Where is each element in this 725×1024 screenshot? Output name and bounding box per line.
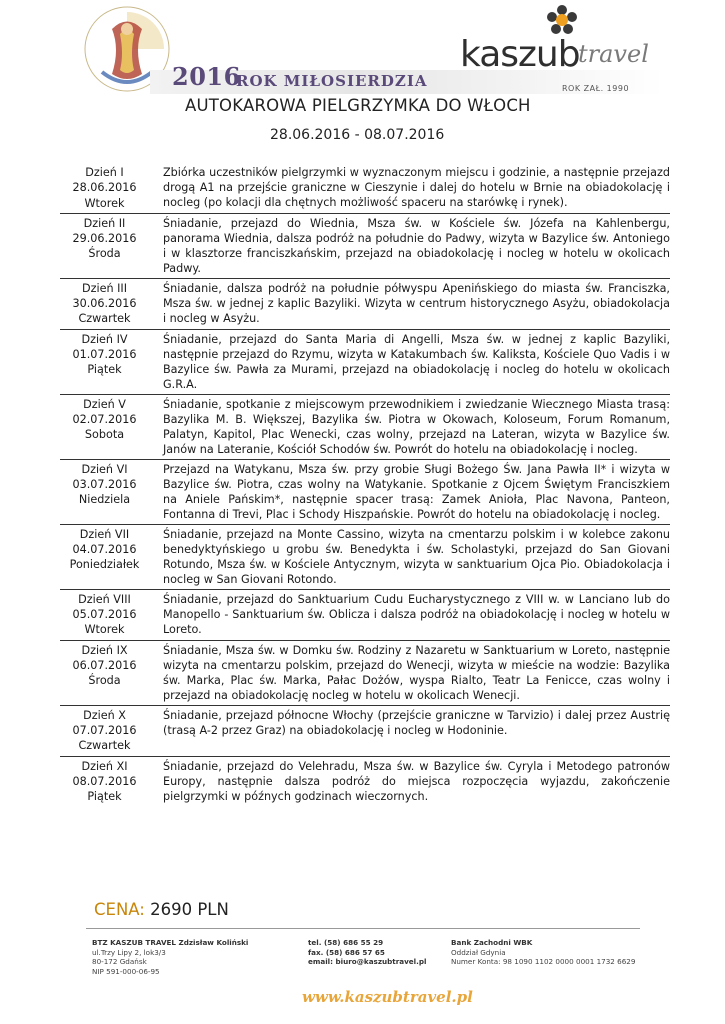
footer-company-info (92, 938, 248, 976)
footer-address-line1: ul.Trzy Lipy 2, lok3/3 (92, 947, 166, 957)
day-description: Śniadanie, Msza św. w Domku św. Rodziny z Nazaretu w Sanktuarium w Loreto, następnie wizyta na cmentarzu polskim, przejazd do Wenecji, wizyta w mieście na wodzie: Bazylika św. Marka, Plac św. Marka, Pałac Dożów, wyspa Rialto, Teatr La Fenicce, czas wolny i przejazd na obiadokolację nocleg w hotelu w okolicach Wenecji. (163, 643, 670, 702)
day-weekday: Czwartek (78, 312, 131, 326)
day-date: 28.06.2016 (72, 181, 137, 195)
day-date: 02.07.2016 (72, 413, 137, 427)
itinerary-row (60, 640, 670, 705)
day-cell (60, 213, 151, 278)
itinerary-row (60, 278, 670, 329)
day-cell (60, 329, 151, 394)
itinerary-row (60, 329, 670, 394)
day-weekday: Piątek (87, 363, 122, 377)
day-day: Dzień III (81, 281, 128, 295)
itinerary-row (60, 213, 670, 278)
day-cell (60, 589, 151, 640)
day-day: Dzień IX (81, 643, 128, 657)
company-logo-travel: travel (578, 40, 649, 68)
itinerary-row (60, 524, 670, 589)
year-label: 2016 (172, 62, 241, 91)
day-description: Śniadanie, dalsza podróż na południe półwyspu Apenińskiego do miasta św. Franciszka, Msza św. w jednej z kaplic Bazyliki. Wizyta w centrum historycznego Asyżu, obiadokolacja i nocleg w Asyżu. (163, 281, 670, 325)
footer-nip: NIP 591-000-06-95 (92, 966, 160, 976)
day-day: Dzień VIII (78, 592, 131, 606)
website-link[interactable]: www.kaszubtravel.pl (302, 988, 473, 1006)
day-cell (60, 163, 151, 213)
day-cell (60, 459, 151, 524)
day-day: Dzień VI (81, 462, 128, 476)
day-weekday: Środa (88, 674, 121, 688)
day-cell (60, 394, 151, 459)
itinerary-row (60, 459, 670, 524)
day-date: 05.07.2016 (72, 608, 137, 622)
day-date: 01.07.2016 (72, 348, 137, 362)
day-description: Śniadanie, przejazd do Velehradu, Msza św. w Bazylice św. Cyryla i Metodego patronów Europy, następnie dalsza podróż do miejsca rozpoczęcia wyjazdu, zakończenie pielgrzymki w późnych godzinach wieczornych. (163, 759, 670, 803)
day-day: Dzień IV (81, 332, 128, 346)
day-date: 30.06.2016 (72, 297, 137, 311)
day-date: 29.06.2016 (72, 232, 137, 246)
day-date: 03.07.2016 (72, 478, 137, 492)
itinerary-table (60, 163, 670, 806)
footer-contact-info (308, 938, 426, 967)
company-logo-name: kaszub (460, 34, 580, 75)
footer-bank-branch: Oddział Gdynia (451, 947, 506, 957)
day-description: Zbiórka uczestników pielgrzymki w wyznaczonym miejscu i godzinie, a następnie przejazd drogą A1 na przejście graniczne w Cieszynie i dalej do hotelu w Brnie na obiadokolację i nocleg (po kolacji dla chętnych możliwość spaceru na starówkę i rynek). (163, 166, 670, 209)
trip-dates: 28.06.2016 - 08.07.2016 (270, 127, 445, 143)
day-day: Dzień VII (79, 527, 130, 541)
day-weekday: Poniedziałek (69, 558, 140, 572)
day-weekday: Czwartek (78, 739, 131, 753)
footer-address-line2: 80-172 Gdańsk (92, 957, 147, 967)
itinerary-row (60, 394, 670, 459)
day-description: Przejazd na Watykanu, Msza św. przy grobie Sługi Bożego Św. Jana Pawła II* i wizyta w Bazylice św. Piotra, czas wolny na Watykanie. Spotkanie z Ojcem Świętym Franciszkiem na Aniele Pańskim*, następnie spacer trasą: Zamek Anioła, Plac Navona, Panteon, Fontanna di Trevi, Plac i Schody Hiszpańskie. Powrót do hotelu na obiadokolację i nocleg. (163, 462, 670, 521)
price-value: 2690 PLN (150, 900, 229, 919)
day-description: Śniadanie, przejazd na Monte Cassino, wizyta na cmentarzu polskim i w kolebce zakonu benedyktyńskiego u grobu św. Benedykta i św. Scholastyki, przejazd do San Giovani Rotundo, Msza św. w Kościele Antycznym, wizyta w sanktuarium Ojca Pio. Obiadokolacja i nocleg w San Giovani Rotondo. (163, 527, 670, 586)
day-day: Dzień I (85, 166, 124, 179)
footer-bank-info (451, 938, 635, 967)
day-description: Śniadanie, przejazd do Wiednia, Msza św. w Kościele św. Józefa na Kahlenbergu, panorama Wiednia, dalsza podróż na południe do Padwy, wizyta w Bazylice św. Antoniego i w klasztorze franciszkańskim, przejazd na obiadokolację i nocleg w hotelu w okolicach Padwy. (163, 216, 670, 275)
footer-tel: tel. (58) 686 55 29 (308, 938, 384, 947)
day-day: Dzień XI (81, 759, 128, 773)
day-cell (60, 278, 151, 329)
footer-company-name: BTZ KASZUB TRAVEL Zdzisław Koliński (92, 938, 249, 947)
day-description: Śniadanie, spotkanie z miejscowym przewodnikiem i zwiedzanie Wiecznego Miasta trasą: Bazylika M. B. Większej, Bazylika św. Piotra w Okowach, Koloseum, Forum Romanum, Palatyn, Kapitol, Plac Wenecki, czas wolny, przejazd na Lateran, wizyta w Bazylice św. Janów na Lateranie, Kościół Schodów św. Powrót do hotelu na obiadokolację i nocleg. (163, 397, 670, 456)
day-weekday: Wtorek (84, 196, 125, 210)
itinerary-row (60, 589, 670, 640)
day-date: 08.07.2016 (72, 774, 137, 788)
footer-fax: fax. (58) 686 57 65 (308, 947, 385, 957)
day-cell (60, 705, 151, 756)
year-subtitle: ROK MIŁOSIERDZIA (236, 72, 428, 90)
price-label: CENA: (94, 900, 145, 919)
day-cell (60, 640, 151, 705)
day-cell (60, 524, 151, 589)
day-description: Śniadanie, przejazd do Sanktuarium Cudu Eucharystycznego z VIII w. w Lanciano lub do Manopello - Sanktuarium św. Oblicza i dalsza podróż na obiadokolację i nocleg w hotelu w Loreto. (163, 592, 670, 636)
day-weekday: Wtorek (84, 623, 125, 637)
day-cell (60, 756, 151, 806)
day-weekday: Niedziela (78, 493, 131, 507)
footer-bank-name: Bank Zachodni WBK (451, 938, 533, 947)
day-description: Śniadanie, przejazd do Santa Maria di Angelli, Msza św. w jednej z kaplic Bazyliki, następnie przejazd do Rzymu, wizyta w Katakumbach św. Kaliksta, Kościele Quo Vadis i w Bazylice św. Pawła za Murami, przejazd na obiadokolację i nocleg do hotelu w okolicach G.R.A. (163, 332, 670, 391)
itinerary-row (60, 756, 670, 806)
footer-divider (86, 928, 640, 929)
footer-bank-account: Numer Konta: 98 1090 1102 0000 0001 1732 6629 (451, 957, 636, 967)
day-day: Dzień II (83, 216, 126, 230)
footer-email[interactable]: email: biuro@kaszubtravel.pl (308, 957, 427, 967)
itinerary-row (60, 705, 670, 756)
day-weekday: Sobota (84, 428, 125, 442)
flower-logo-icon (546, 4, 578, 36)
day-date: 06.07.2016 (72, 658, 137, 672)
day-weekday: Środa (88, 247, 121, 261)
company-founded-year: ROK ZAŁ. 1990 (562, 84, 630, 93)
day-weekday: Piątek (87, 790, 122, 804)
day-description: Śniadanie, przejazd północne Włochy (przejście graniczne w Tarvizio) i dalej przez Austrię (trasą A-2 przez Graz) na obiadokolację i nocleg w Hodoninie. (163, 708, 670, 737)
price (94, 900, 229, 919)
day-day: Dzień X (83, 708, 126, 722)
document-title: AUTOKAROWA PIELGRZYMKA DO WŁOCH (185, 96, 531, 115)
itinerary-row (60, 163, 670, 213)
day-day: Dzień V (83, 397, 126, 411)
day-date: 04.07.2016 (72, 543, 137, 557)
day-date: 07.07.2016 (72, 723, 137, 737)
